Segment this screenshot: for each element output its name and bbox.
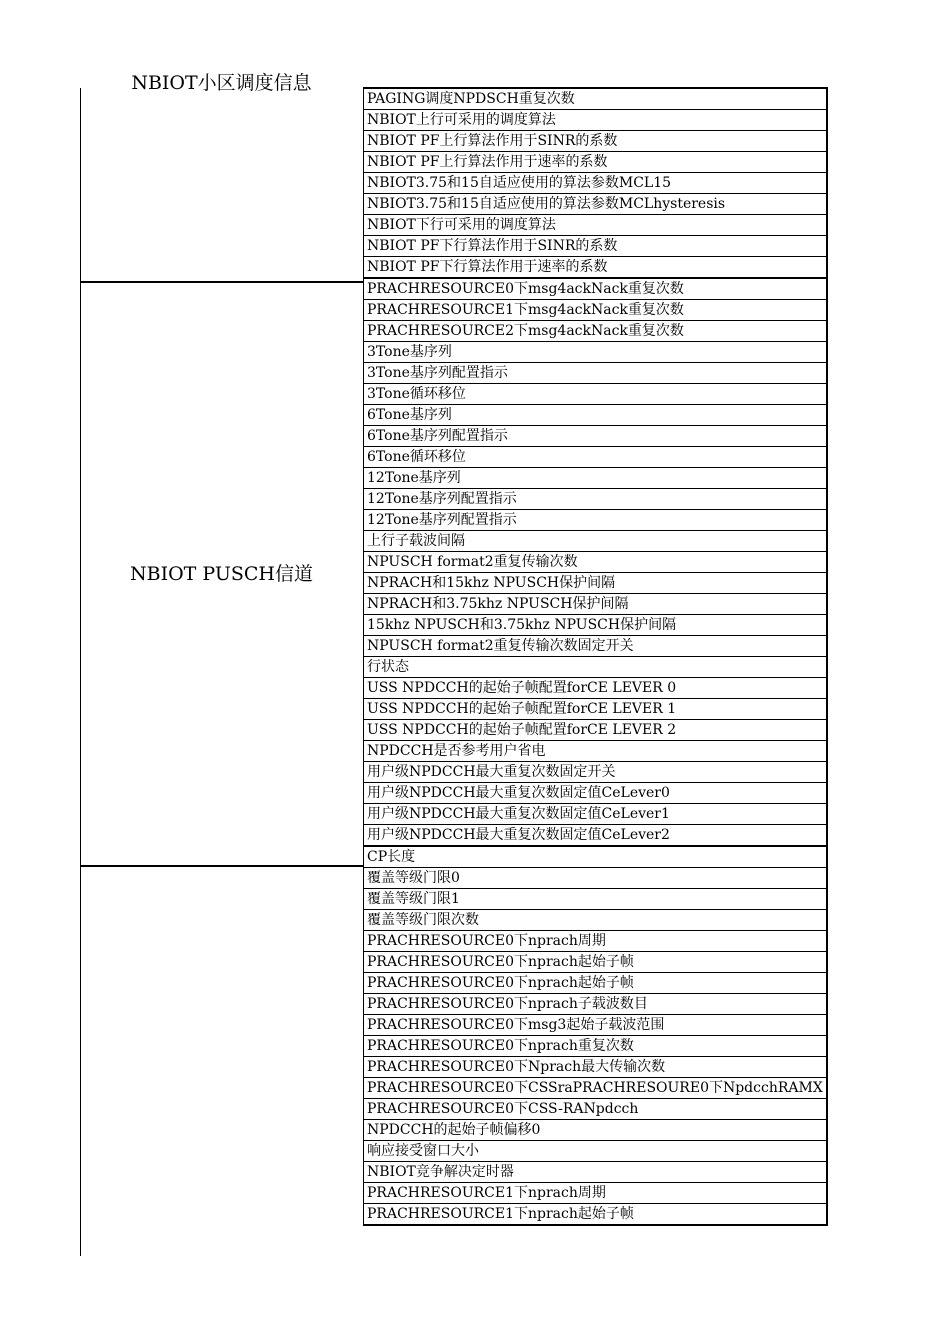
- left-border-line: [80, 88, 81, 1256]
- table-row: [364, 573, 828, 594]
- table-row: [364, 405, 828, 426]
- table-row: [364, 1099, 828, 1120]
- group-separator: [80, 865, 363, 867]
- table-row: [364, 594, 828, 615]
- parameter-cell: PRACHRESOURCE1下msg4ackNack重复次数: [364, 300, 828, 321]
- parameter-cell: PRACHRESOURCE0下msg4ackNack重复次数: [364, 278, 828, 300]
- parameter-cell: 用户级NPDCCH最大重复次数固定开关: [364, 762, 828, 783]
- table-row: [364, 636, 828, 657]
- table-row: [364, 342, 828, 363]
- table-row: [364, 1015, 828, 1036]
- parameter-cell: USS NPDCCH的起始子帧配置forCE LEVER 1: [364, 699, 828, 720]
- parameter-table: [363, 87, 828, 1226]
- parameter-cell: 6Tone循环移位: [364, 447, 828, 468]
- parameter-cell: PRACHRESOURCE0下nprach周期: [364, 931, 828, 952]
- parameter-cell: PRACHRESOURCE2下msg4ackNack重复次数: [364, 321, 828, 342]
- group-label: NBIOT小区调度信息: [131, 72, 312, 94]
- table-row: [364, 615, 828, 636]
- parameter-cell: NPRACH和3.75khz NPUSCH保护间隔: [364, 594, 828, 615]
- group-separator: [80, 281, 363, 283]
- table-row: [364, 846, 828, 868]
- table-row: [364, 1078, 828, 1099]
- table-row: [364, 1204, 828, 1226]
- parameter-cell: 覆盖等级门限次数: [364, 910, 828, 931]
- parameter-cell: NBIOT竞争解决定时器: [364, 1162, 828, 1183]
- table-row: [364, 510, 828, 531]
- parameter-cell: 覆盖等级门限1: [364, 889, 828, 910]
- table-row: [364, 1120, 828, 1141]
- parameter-cell: PAGING调度NPDSCH重复次数: [364, 88, 828, 110]
- table-row: [364, 994, 828, 1015]
- parameter-cell: NBIOT3.75和15自适应使用的算法参数MCLhysteresis: [364, 194, 828, 215]
- parameter-cell: PRACHRESOURCE0下CSS-RANpdcch: [364, 1099, 828, 1120]
- parameter-cell: PRACHRESOURCE1下nprach起始子帧: [364, 1204, 828, 1226]
- table-row: [364, 300, 828, 321]
- table-row: [364, 804, 828, 825]
- parameter-cell: 响应接受窗口大小: [364, 1141, 828, 1162]
- parameter-cell: USS NPDCCH的起始子帧配置forCE LEVER 0: [364, 678, 828, 699]
- table-row: [364, 973, 828, 994]
- parameter-cell: 上行子载波间隔: [364, 531, 828, 552]
- parameter-cell: PRACHRESOURCE0下Nprach最大传输次数: [364, 1057, 828, 1078]
- table-row: [364, 278, 828, 300]
- parameter-cell: PRACHRESOURCE0下nprach子载波数目: [364, 994, 828, 1015]
- parameter-cell: NPUSCH format2重复传输次数固定开关: [364, 636, 828, 657]
- parameter-cell: PRACHRESOURCE0下nprach起始子帧: [364, 973, 828, 994]
- parameter-cell: PRACHRESOURCE0下nprach起始子帧: [364, 952, 828, 973]
- table-row: [364, 1162, 828, 1183]
- parameter-cell: 行状态: [364, 657, 828, 678]
- table-row: [364, 321, 828, 342]
- table-row: [364, 699, 828, 720]
- parameter-cell: 15khz NPUSCH和3.75khz NPUSCH保护间隔: [364, 615, 828, 636]
- parameter-cell: USS NPDCCH的起始子帧配置forCE LEVER 2: [364, 720, 828, 741]
- table-row: [364, 910, 828, 931]
- table-row: [364, 173, 828, 194]
- parameter-cell: NBIOT下行可采用的调度算法: [364, 215, 828, 236]
- parameter-table-body: [364, 88, 828, 1225]
- table-row: [364, 678, 828, 699]
- parameter-cell: 12Tone基序列: [364, 468, 828, 489]
- table-row: [364, 363, 828, 384]
- parameter-cell: 用户级NPDCCH最大重复次数固定值CeLever2: [364, 825, 828, 847]
- parameter-cell: NBIOT3.75和15自适应使用的算法参数MCL15: [364, 173, 828, 194]
- table-row: [364, 889, 828, 910]
- parameter-cell: PRACHRESOURCE0下msg3起始子载波范围: [364, 1015, 828, 1036]
- table-row: [364, 552, 828, 573]
- table-row: [364, 489, 828, 510]
- table-row: [364, 1183, 828, 1204]
- parameter-cell: 3Tone循环移位: [364, 384, 828, 405]
- group-label: NBIOT PUSCH信道: [130, 563, 313, 586]
- parameter-cell: PRACHRESOURCE0下CSSraPRACHRESOURE0下NpdcchRAMX: [364, 1078, 828, 1099]
- parameter-cell: PRACHRESOURCE1下nprach周期: [364, 1183, 828, 1204]
- parameter-cell: NPRACH和15khz NPUSCH保护间隔: [364, 573, 828, 594]
- parameter-cell: NPDCCH的起始子帧偏移0: [364, 1120, 828, 1141]
- parameter-cell: 3Tone基序列配置指示: [364, 363, 828, 384]
- parameter-cell: 12Tone基序列配置指示: [364, 489, 828, 510]
- table-row: [364, 215, 828, 236]
- table-row: [364, 194, 828, 215]
- parameter-cell: NBIOT PF下行算法作用于速率的系数: [364, 257, 828, 279]
- table-row: [364, 257, 828, 279]
- table-row: [364, 531, 828, 552]
- table-row: [364, 868, 828, 889]
- table-row: [364, 1057, 828, 1078]
- table-row: [364, 1141, 828, 1162]
- parameter-cell: 3Tone基序列: [364, 342, 828, 363]
- table-row: [364, 236, 828, 257]
- parameter-cell: 用户级NPDCCH最大重复次数固定值CeLever0: [364, 783, 828, 804]
- table-row: [364, 762, 828, 783]
- parameter-cell: 覆盖等级门限0: [364, 868, 828, 889]
- parameter-cell: NBIOT PF下行算法作用于SINR的系数: [364, 236, 828, 257]
- table-row: [364, 931, 828, 952]
- parameter-cell: 12Tone基序列配置指示: [364, 510, 828, 531]
- parameter-cell: CP长度: [364, 846, 828, 868]
- table-row: [364, 110, 828, 131]
- table-row: [364, 447, 828, 468]
- parameter-cell: NBIOT上行可采用的调度算法: [364, 110, 828, 131]
- table-row: [364, 952, 828, 973]
- table-row: [364, 384, 828, 405]
- parameter-cell: PRACHRESOURCE0下nprach重复次数: [364, 1036, 828, 1057]
- parameter-cell: NBIOT PF上行算法作用于SINR的系数: [364, 131, 828, 152]
- parameter-cell: NPUSCH format2重复传输次数: [364, 552, 828, 573]
- table-row: [364, 741, 828, 762]
- parameter-cell: 用户级NPDCCH最大重复次数固定值CeLever1: [364, 804, 828, 825]
- table-row: [364, 468, 828, 489]
- table-row: [364, 783, 828, 804]
- parameter-cell: NBIOT PF上行算法作用于速率的系数: [364, 152, 828, 173]
- table-row: [364, 825, 828, 847]
- table-row: [364, 657, 828, 678]
- table-row: [364, 88, 828, 110]
- parameter-cell: 6Tone基序列配置指示: [364, 426, 828, 447]
- table-row: [364, 131, 828, 152]
- parameter-cell: 6Tone基序列: [364, 405, 828, 426]
- table-row: [364, 152, 828, 173]
- table-row: [364, 1036, 828, 1057]
- table-row: [364, 720, 828, 741]
- parameter-cell: NPDCCH是否参考用户省电: [364, 741, 828, 762]
- table-row: [364, 426, 828, 447]
